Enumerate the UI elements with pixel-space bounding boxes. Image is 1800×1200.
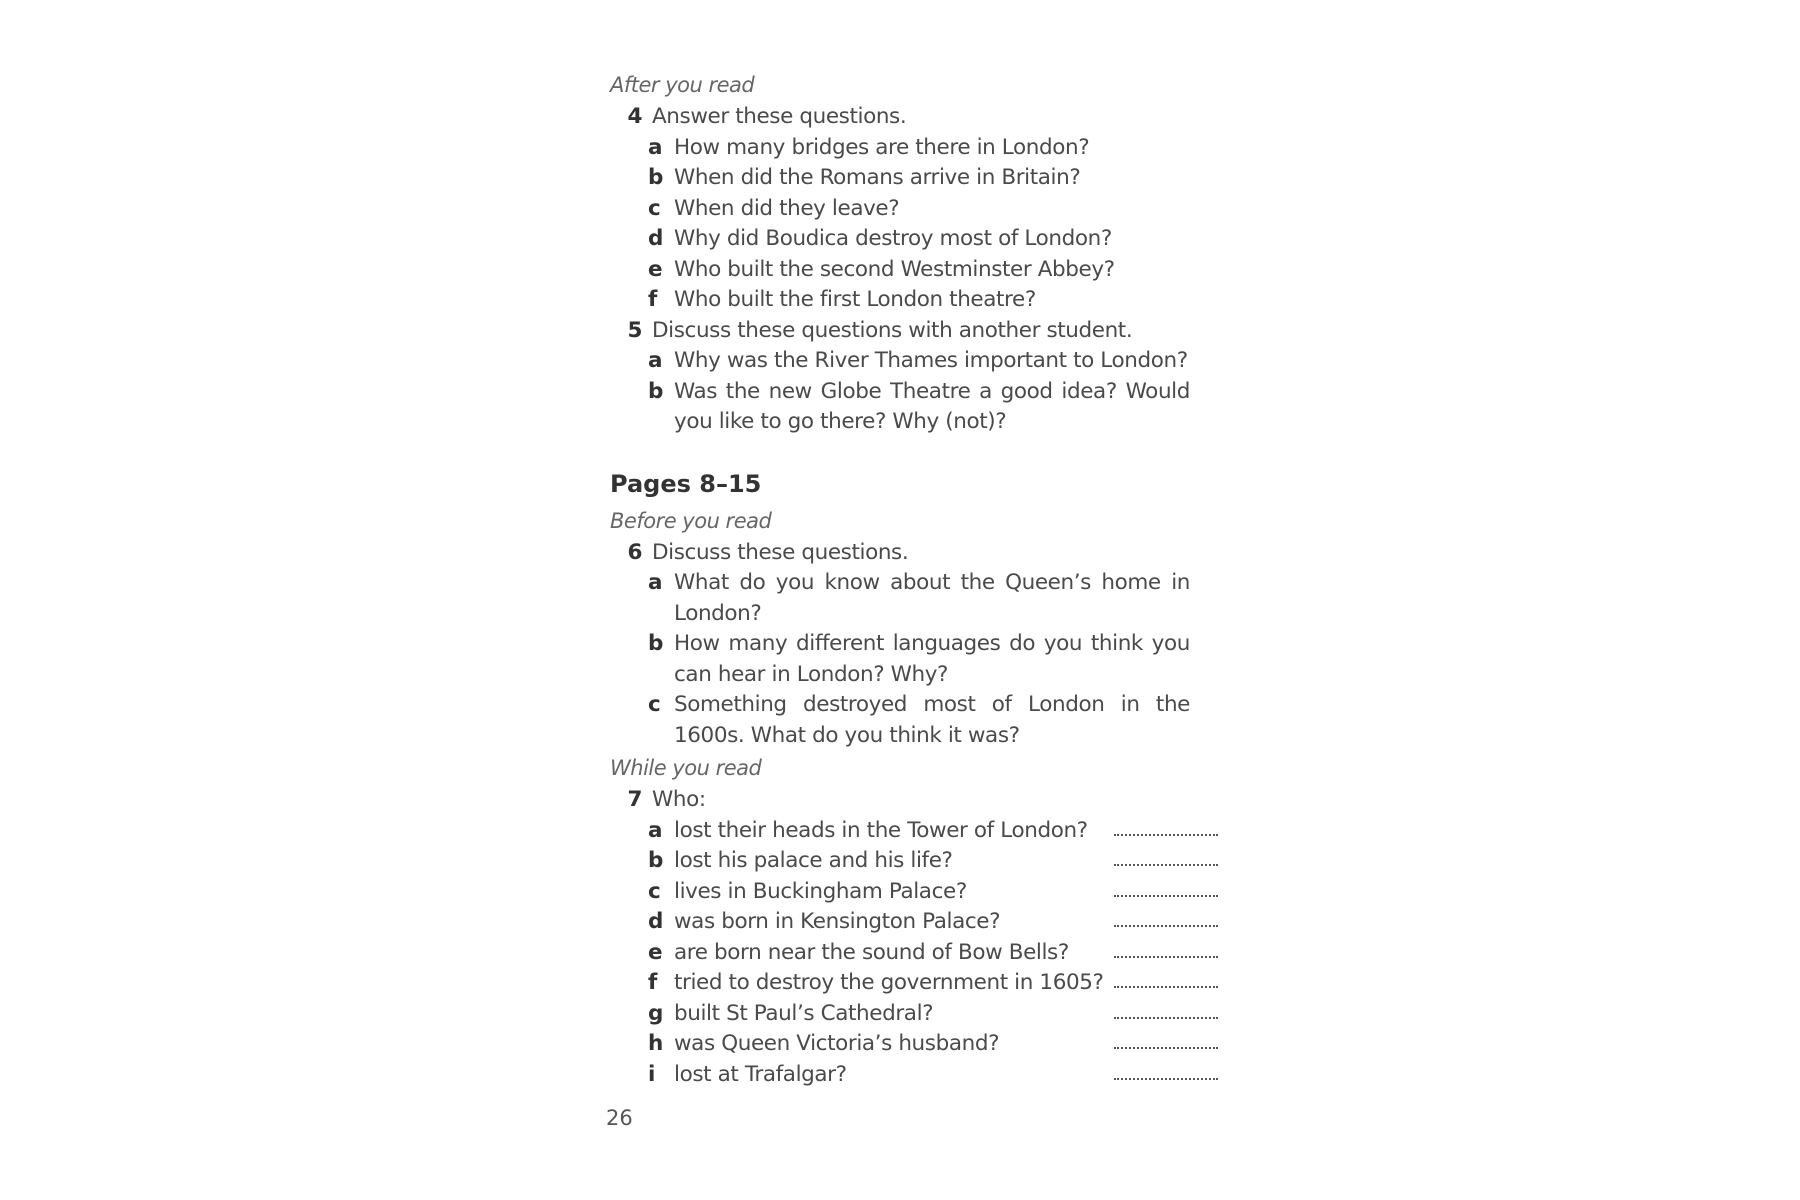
list-item — [610, 194, 1230, 225]
list-item — [610, 1029, 1230, 1060]
item-letter: c — [648, 692, 661, 717]
item-text: tried to destroy the government in 1605? — [674, 970, 1104, 995]
exercise-instruction: Who: — [652, 787, 706, 812]
answer-blank[interactable] — [1114, 816, 1218, 836]
list-item — [610, 285, 1230, 316]
while-you-read-label: While you read — [610, 756, 762, 780]
item-text: Why was the River Thames important to London? — [674, 348, 1188, 373]
exercise-7 — [610, 785, 1230, 816]
item-text: How many different languages do you think you can hear in London? Why? — [674, 631, 1190, 687]
item-letter: b — [648, 631, 663, 656]
exercise-number: 5 — [627, 317, 642, 343]
item-text: are born near the sound of Bow Bells? — [674, 939, 1069, 965]
item-letter: e — [648, 256, 663, 282]
list-item — [610, 568, 1230, 629]
list-item — [610, 999, 1230, 1030]
list-item — [610, 968, 1230, 999]
item-text: was Queen Victoria’s husband? — [674, 1031, 1000, 1056]
item-text: lost their heads in the Tower of London? — [674, 817, 1088, 843]
item-letter: c — [648, 878, 661, 904]
item-text: What do you know about the Queen’s home in London? — [674, 570, 1190, 626]
item-letter: f — [648, 287, 657, 312]
answer-blank[interactable] — [1114, 907, 1218, 927]
exercise-instruction: Answer these questions. — [652, 104, 907, 129]
item-text: was born in Kensington Palace? — [674, 909, 1001, 934]
item-text: How many bridges are there in London? — [674, 134, 1090, 160]
list-item — [610, 690, 1230, 751]
answer-blank[interactable] — [1114, 1060, 1218, 1080]
answer-blank[interactable] — [1114, 1029, 1218, 1049]
item-letter: g — [648, 1000, 663, 1026]
list-item — [610, 133, 1230, 164]
item-letter: f — [648, 970, 657, 995]
list-item — [610, 938, 1230, 969]
exercise-6 — [610, 538, 1230, 569]
item-letter: d — [648, 226, 663, 251]
answer-blank[interactable] — [1114, 877, 1218, 897]
item-text: built St Paul’s Cathedral? — [674, 1000, 934, 1026]
item-letter: b — [648, 848, 663, 873]
list-item — [610, 163, 1230, 194]
answer-blank[interactable] — [1114, 938, 1218, 958]
answer-blank[interactable] — [1114, 999, 1218, 1019]
item-text: When did the Romans arrive in Britain? — [674, 165, 1081, 190]
item-letter: a — [648, 817, 663, 843]
answer-blank[interactable] — [1114, 968, 1218, 988]
exercise-number: 4 — [627, 104, 642, 129]
item-text: Was the new Globe Theatre a good idea? Would you like to go there? Why (not)? — [674, 378, 1190, 434]
item-letter: e — [648, 939, 663, 965]
list-item — [610, 377, 1230, 438]
exercise-instruction: Discuss these questions. — [652, 539, 909, 565]
item-letter: c — [648, 195, 661, 221]
before-you-read-label: Before you read — [610, 508, 772, 533]
item-text: When did they leave? — [674, 195, 900, 221]
item-text: Who built the second Westminster Abbey? — [674, 256, 1115, 282]
item-text: lives in Buckingham Palace? — [674, 878, 967, 904]
item-letter: a — [648, 134, 663, 160]
item-text: Who built the first London theatre? — [674, 287, 1036, 312]
exercise-5 — [610, 316, 1230, 347]
item-text: Something destroyed most of London in the 1600s. What do you think it was? — [674, 692, 1190, 748]
list-item — [610, 846, 1230, 877]
item-letter: d — [648, 909, 663, 934]
list-item — [610, 346, 1230, 377]
document-page — [610, 68, 1230, 1090]
answer-blank[interactable] — [1114, 846, 1218, 866]
list-item — [610, 629, 1230, 690]
exercise-number: 7 — [627, 787, 642, 812]
item-letter: b — [648, 378, 663, 404]
list-item — [610, 1060, 1230, 1091]
section-heading: Pages 8–15 — [610, 469, 762, 498]
item-text: lost at Trafalgar? — [674, 1061, 847, 1087]
item-letter: b — [648, 165, 663, 190]
item-letter: i — [648, 1061, 655, 1087]
exercise-number: 6 — [627, 539, 642, 565]
item-letter: h — [648, 1031, 663, 1056]
item-letter: a — [648, 570, 663, 595]
item-letter: a — [648, 348, 663, 373]
exercise-4 — [610, 102, 1230, 133]
item-text: lost his palace and his life? — [674, 848, 953, 873]
item-text: Why did Boudica destroy most of London? — [674, 226, 1112, 251]
list-item — [610, 255, 1230, 286]
list-item — [610, 877, 1230, 908]
after-you-read-label: After you read — [610, 73, 755, 97]
list-item — [610, 224, 1230, 255]
page-number: 26 — [606, 1106, 633, 1130]
list-item — [610, 816, 1230, 847]
exercise-instruction: Discuss these questions with another student. — [652, 317, 1133, 343]
list-item — [610, 907, 1230, 938]
